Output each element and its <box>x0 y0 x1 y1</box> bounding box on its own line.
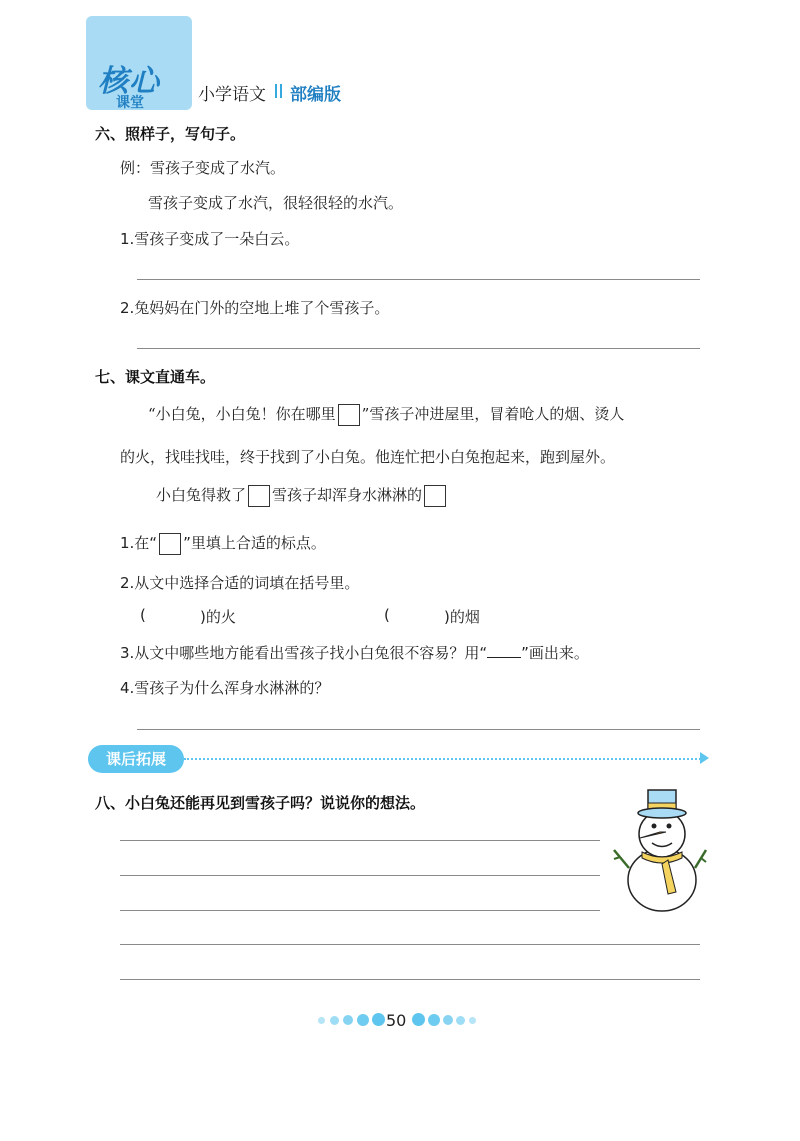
fill-blank-1[interactable] <box>152 606 198 626</box>
question-7-4: 4.雪孩子为什么浑身水淋淋的？ <box>120 679 330 697</box>
blank-open-1: ( <box>140 606 146 624</box>
question-6-1: 1.雪孩子变成了一朵白云。 <box>120 230 300 248</box>
subject-label: 小学语文 <box>198 85 266 105</box>
passage-line-3-b: 雪孩子却浑身水淋淋的 <box>272 486 423 504</box>
passage-line-3-a: 小白兔得救了 <box>156 486 247 504</box>
passage-line-1 <box>148 403 624 426</box>
question-7-2: 2.从文中选择合适的词填在括号里。 <box>120 574 360 592</box>
extension-badge: 课后拓展 <box>88 745 184 773</box>
answer-line-6-2[interactable] <box>137 348 700 349</box>
arrow-icon <box>700 752 709 764</box>
fill-blank-2[interactable] <box>396 606 442 626</box>
punctuation-box-3[interactable] <box>424 485 446 507</box>
section7-title: 七、课文直通车。 <box>95 368 216 386</box>
question-6-2: 2.兔妈妈在门外的空地上堆了个雪孩子。 <box>120 299 390 317</box>
answer-line-8-1[interactable] <box>120 840 600 841</box>
example-sentence: 例：雪孩子变成了水汽。 <box>120 159 286 177</box>
passage-line-2: 的火，找哇找哇，终于找到了小白兔。他连忙把小白兔抱起来，跑到屋外。 <box>120 448 616 466</box>
example-answer: 雪孩子变成了水汽，很轻很轻的水汽。 <box>148 194 404 212</box>
blank-open-2: ( <box>384 606 390 624</box>
answer-line-6-1[interactable] <box>137 279 700 280</box>
passage-line-1-b: ”雪孩子冲进屋里，冒着呛人的烟、烫人 <box>361 405 625 423</box>
answer-line-8-2[interactable] <box>120 875 600 876</box>
question-7-1 <box>120 532 326 555</box>
passage-line-1-a: “小白兔，小白兔！你在哪里 <box>148 405 336 423</box>
question-7-1-a: 1.在“ <box>120 534 158 552</box>
page-number: 50 <box>386 1011 407 1030</box>
question-7-3-b: ”画出来。 <box>521 644 589 662</box>
snowman-icon <box>612 780 708 916</box>
logo-subtitle: 课堂 <box>116 95 144 111</box>
edition-label: 部编版 <box>290 85 341 105</box>
question-7-3-a: 3.从文中哪些地方能看出雪孩子找小白兔很不容易？用“ <box>120 644 488 662</box>
answer-line-8-5[interactable] <box>120 979 700 980</box>
punctuation-box-2[interactable] <box>248 485 270 507</box>
dotted-divider <box>184 758 704 760</box>
answer-line-8-4[interactable] <box>120 944 700 945</box>
passage-line-3 <box>156 484 448 507</box>
underline-sample <box>487 643 521 658</box>
answer-line-7-4[interactable] <box>137 729 700 730</box>
blank-close-1: )的火 <box>200 608 236 626</box>
question-7-3 <box>120 642 589 663</box>
blank-close-2: )的烟 <box>444 608 480 626</box>
answer-line-8-3[interactable] <box>120 910 600 911</box>
punctuation-box-1[interactable] <box>338 404 360 426</box>
section6-title: 六、照样子，写句子。 <box>95 125 246 143</box>
separator-icon <box>275 84 283 98</box>
logo-title: 核心 <box>98 64 160 99</box>
punctuation-box-example <box>159 533 181 555</box>
question-7-1-b: ”里填上合适的标点。 <box>183 534 326 552</box>
section8-title: 八、小白兔还能再见到雪孩子吗？说说你的想法。 <box>95 794 426 812</box>
